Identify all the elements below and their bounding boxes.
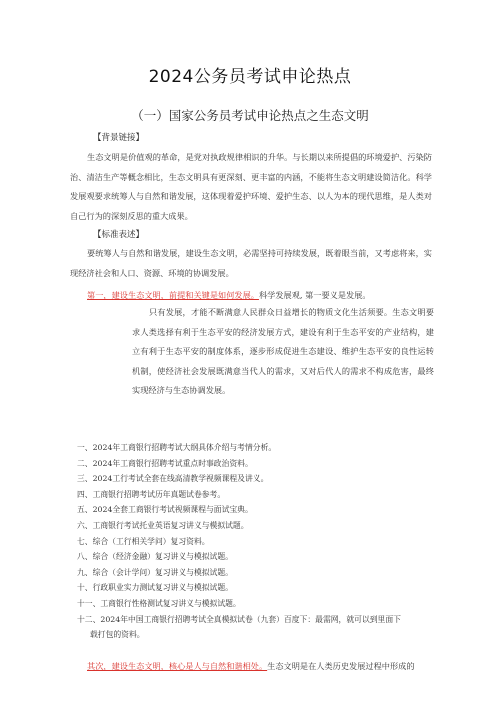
list-item: 六、工商银行考试托业英语复习讲义与模拟试题。 <box>77 520 249 530</box>
standard-paragraph: 要统筹人与自然和谐发展，建设生态文明，必需坚持可持续发展，既着眼当前，又考虑将来，实现经济社会和人口、资源、环境的协调发展。 <box>70 248 432 278</box>
list-item: 十、行政职业实力测试复习讲义与模拟试题。 <box>77 583 233 593</box>
background-paragraph: 生态文明是价值观的革命，是党对执政规律相识的升华。与长期以来所提倡的环境爱护、污染防治、清洁生产等概念相比，生态文明具有更深刻、更丰富的内涵，不能将生态文明建设简洁化。科学发展观要求统筹人与自然和谐发展，这体现着爱护环境、爱护生态、以人为本的现代思维，是人类对自己行为的深刻反思的重大成果。 <box>70 152 432 221</box>
first-point-highlight: 第一，建设生态文明，前提和关键是如何发展。 <box>87 290 259 300</box>
list-item: 十一、工商银行性格测试复习讲义与模拟试题。 <box>77 598 241 608</box>
background-tag: 【背景链接】 <box>93 133 145 143</box>
list-item: 一、2024年工商银行招聘考试大纲具体介绍与考情分析。 <box>77 443 277 452</box>
list-item: 十二、2024年中国工商银行招聘考试全真模拟试卷（九套）百度下：最需网，就可以到里面下 <box>77 614 401 624</box>
list-item: 九、综合（会计学问）复习讲义与模拟试题。 <box>77 567 233 577</box>
list-item: 七、综合（工行相关学问）复习资料。 <box>77 536 210 546</box>
standard-tag: 【标准表述】 <box>93 230 145 240</box>
section-heading: （一）国家公务员考试申论热点之生态文明 <box>131 108 369 123</box>
list-item: 五、2024全套工商银行考试视频课程与面试宝典。 <box>77 505 253 515</box>
resource-list <box>77 440 437 643</box>
list-item: 四、工商银行招聘考试历年真题试卷参考。 <box>77 489 226 499</box>
list-item: 二、2024年工商银行招聘考试重点时事政治资料。 <box>77 458 253 468</box>
document-title: 2024公务员考试申论热点 <box>148 67 352 87</box>
second-point-line <box>87 660 447 672</box>
list-item-continuation: 载打包的资料。 <box>90 630 145 640</box>
first-point-rest: 科学发展观, 第一要义是发展。 <box>258 290 371 300</box>
second-point-rest: 生态文明是在人类历史发展过程中形成的 <box>267 661 415 671</box>
list-item: 三、2024工行考试全套在线高清教学视频课程及讲义。 <box>77 474 269 484</box>
second-point-highlight: 其次，建设生态文明，核心是人与自然和谐相处。 <box>87 661 268 671</box>
first-point-line <box>87 289 447 301</box>
list-item: 八、综合（经济金融）复习讲义与模拟试题。 <box>77 552 233 562</box>
quote-paragraph: 只有发展，才能不断满意人民群众日益增长的物质文化生活须要。生态文明要求人类选择有利于生态平安的经济发展方式，建设有利于生态平安的产业结构，建立有利于生态平安的制度体系，逐步形成促进生态建设、维护生态平安的良性运转机制，使经济社会发展既满意当代人的需求，又对后代人的需求不构成危害，最终实现经济与生态协调发展。 <box>132 307 434 395</box>
